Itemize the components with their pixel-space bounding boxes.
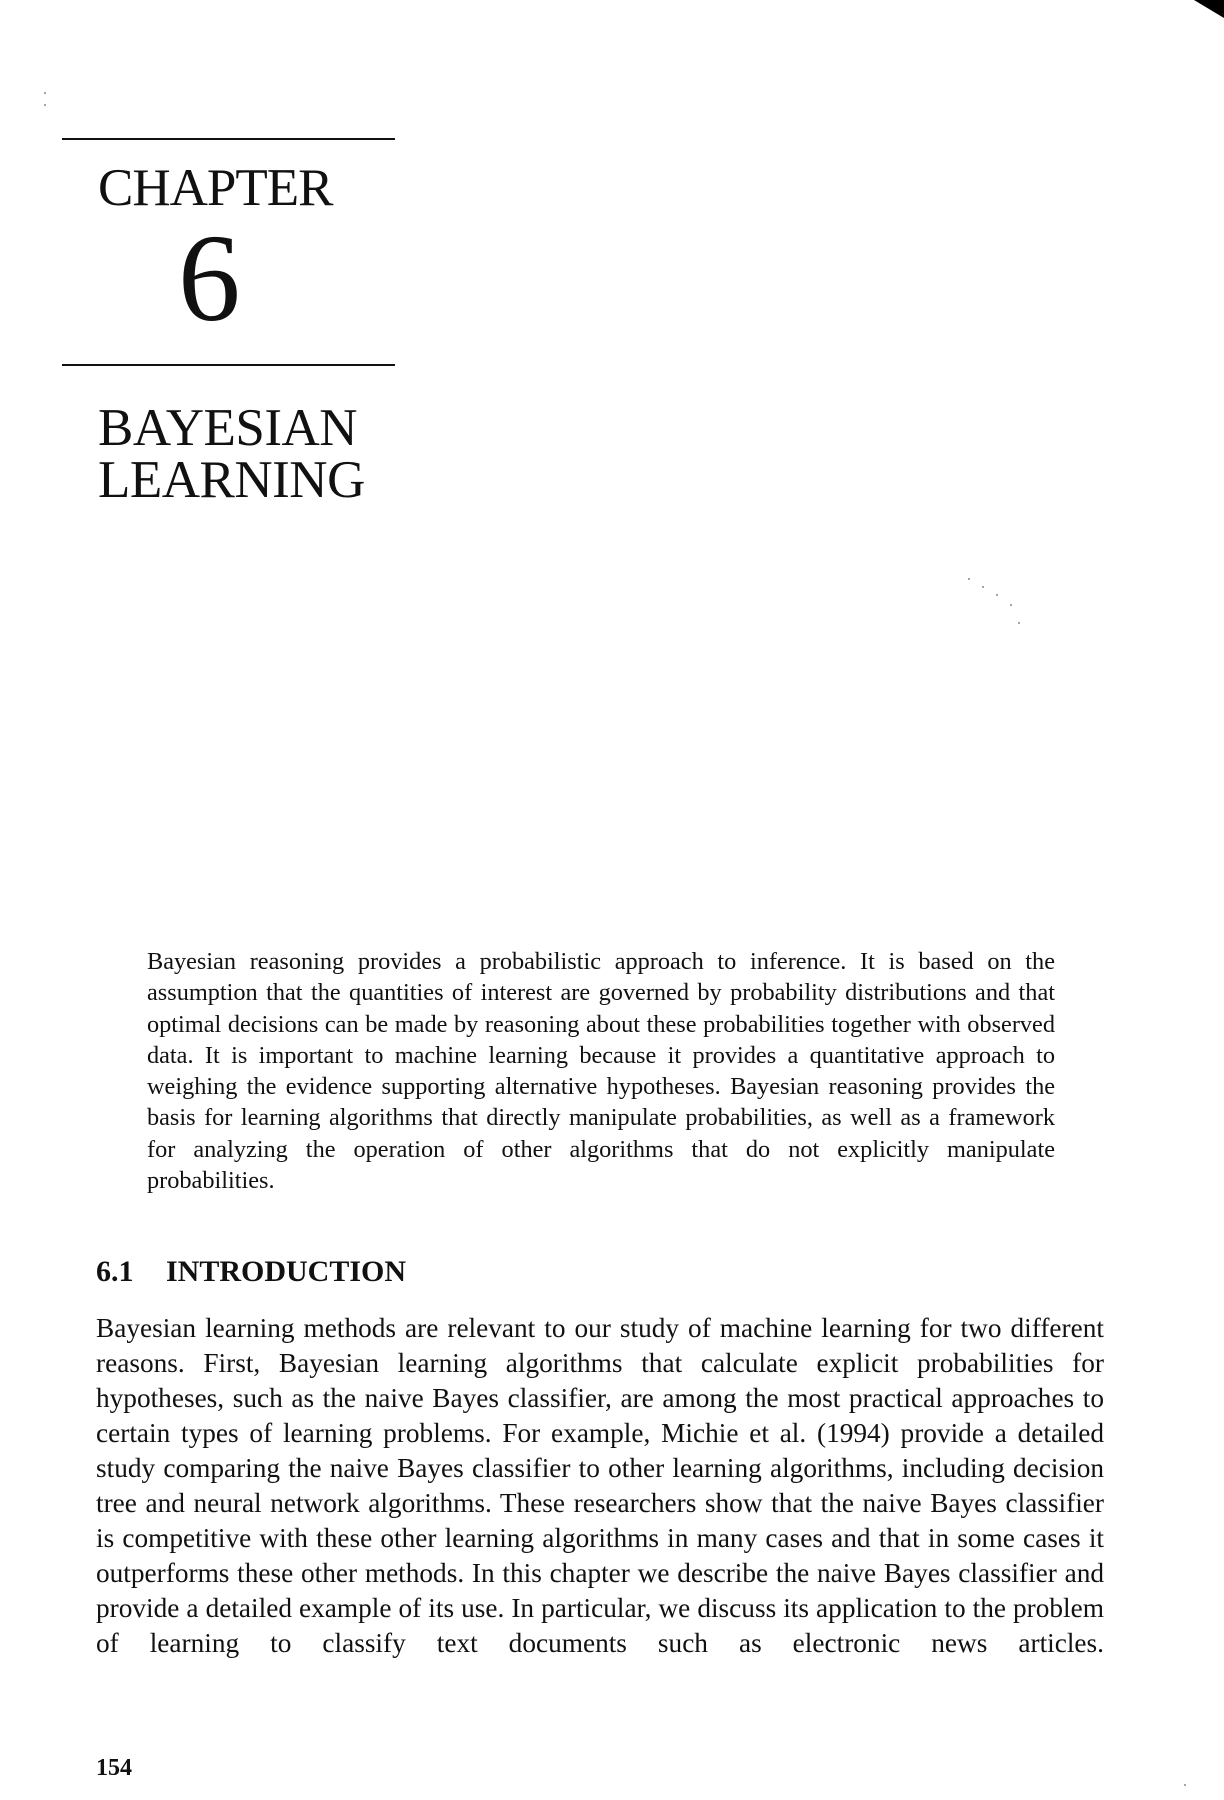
chapter-title-line: LEARNING [98,451,365,509]
scan-speck [1010,604,1012,606]
page-corner-mark [1194,0,1224,18]
scan-speck [1184,1784,1186,1786]
chapter-title [98,399,365,509]
section-number: 6.1 [96,1255,134,1288]
scan-speck [982,586,984,588]
section-body: Bayesian learning methods are relevant to our study of machine learning for two different reasons. First, Bayesian learning algorithms that calculate explicit probabilities for hypotheses, such as the naive Bayes classifier, are among the most practical approaches to certain types of learning problems. For example, Michie et al. (1994) provide a detailed study comparing the naive Bayes classifier to other learning algorithms, including decision tree and neural network algorithms. These researchers show that the naive Bayes classifier is competitive with these other learning algorithms in many cases and that in some cases it outperforms these other methods. In this chapter we describe the naive Bayes classifier and provide a detailed example of its use. In particular, we discuss its application to the problem of learning to classify text documents such as electronic news articles. [96,1313,1104,1658]
scan-speck [968,578,970,580]
chapter-top-rule [62,138,395,140]
scan-speck [44,92,46,94]
section-title: INTRODUCTION [166,1255,407,1288]
chapter-title-line: BAYESIAN [98,399,358,457]
chapter-abstract: Bayesian reasoning provides a probabilistic approach to inference. It is based on the assumption that the quantities of interest are governed by probability distributions and that optimal decisions can be made by reasoning about these probabilities together with observed data. It is important to machine learning because it provides a quantitative approach to weighing the evidence supporting alternative hypotheses. Bayesian reasoning provides the basis for learning algorithms that directly manipulate probabilities, as well as a framework for analyzing the operation of other algorithms that do not explicitly manipulate probabilities. [147,948,1055,1195]
chapter-bottom-rule [62,364,395,366]
scan-speck [996,594,998,596]
chapter-label: CHAPTER [98,159,333,217]
scan-speck [1018,622,1020,624]
page-number: 154 [96,1755,132,1781]
scan-speck [44,104,46,106]
chapter-number: 6 [178,210,241,348]
section-heading [96,1254,406,1290]
